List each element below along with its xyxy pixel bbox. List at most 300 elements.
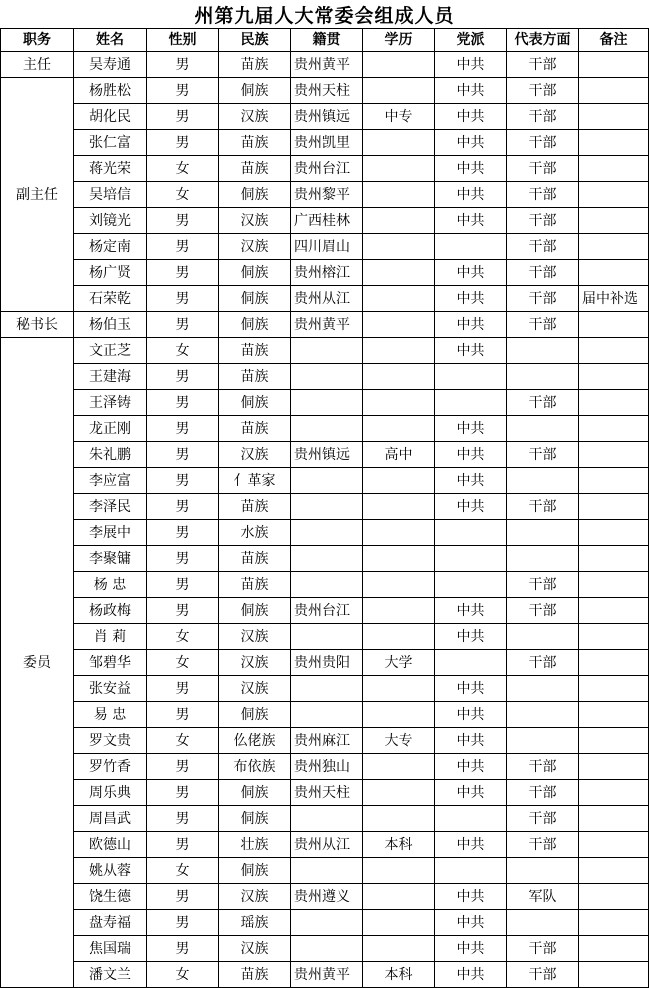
table-row (1, 312, 649, 338)
member-name: 文正芝 (74, 338, 147, 364)
member-origin: 贵州台江 (291, 598, 363, 624)
member-name: 胡化民 (74, 104, 147, 130)
member-education: 高中 (363, 442, 435, 468)
member-note (579, 754, 649, 780)
member-education (363, 208, 435, 234)
member-gender: 男 (147, 832, 219, 858)
member-party: 中共 (435, 728, 507, 754)
member-gender: 男 (147, 780, 219, 806)
member-gender: 男 (147, 598, 219, 624)
member-party (435, 520, 507, 546)
member-note (579, 78, 649, 104)
member-note (579, 52, 649, 78)
member-party: 中共 (435, 624, 507, 650)
member-party: 中共 (435, 208, 507, 234)
member-sector (507, 520, 579, 546)
member-ethnicity: 侗族 (219, 598, 291, 624)
member-ethnicity: 侗族 (219, 286, 291, 312)
member-ethnicity: 苗族 (219, 338, 291, 364)
member-party (435, 650, 507, 676)
member-name: 周乐典 (74, 780, 147, 806)
member-note (579, 546, 649, 572)
member-sector: 干部 (507, 754, 579, 780)
member-gender: 男 (147, 104, 219, 130)
member-ethnicity: 汉族 (219, 442, 291, 468)
member-name: 杨政梅 (74, 598, 147, 624)
member-sector: 干部 (507, 130, 579, 156)
table-row (1, 572, 649, 598)
members-table (0, 28, 649, 988)
member-note (579, 416, 649, 442)
member-sector (507, 910, 579, 936)
member-education (363, 494, 435, 520)
table-row (1, 624, 649, 650)
member-gender: 女 (147, 858, 219, 884)
member-origin (291, 806, 363, 832)
member-note (579, 156, 649, 182)
member-education: 本科 (363, 962, 435, 988)
member-gender: 男 (147, 78, 219, 104)
member-origin: 贵州麻江 (291, 728, 363, 754)
table-row (1, 858, 649, 884)
member-party (435, 390, 507, 416)
header-note: 备注 (579, 29, 649, 52)
member-name: 罗竹香 (74, 754, 147, 780)
member-ethnicity: 苗族 (219, 962, 291, 988)
member-education (363, 468, 435, 494)
table-row (1, 520, 649, 546)
member-party: 中共 (435, 312, 507, 338)
member-ethnicity: 侗族 (219, 858, 291, 884)
header-party: 党派 (435, 29, 507, 52)
member-education (363, 416, 435, 442)
member-party (435, 806, 507, 832)
member-name: 杨 忠 (74, 572, 147, 598)
member-origin (291, 910, 363, 936)
member-ethnicity: 汉族 (219, 650, 291, 676)
table-row (1, 390, 649, 416)
member-note (579, 624, 649, 650)
table-row (1, 806, 649, 832)
member-origin (291, 416, 363, 442)
member-education (363, 858, 435, 884)
member-gender: 男 (147, 130, 219, 156)
member-education (363, 260, 435, 286)
table-row (1, 780, 649, 806)
member-note (579, 130, 649, 156)
table-row (1, 156, 649, 182)
member-sector (507, 338, 579, 364)
member-origin (291, 520, 363, 546)
member-sector: 干部 (507, 286, 579, 312)
member-education (363, 806, 435, 832)
member-gender: 男 (147, 546, 219, 572)
member-party: 中共 (435, 676, 507, 702)
member-ethnicity: 侗族 (219, 78, 291, 104)
member-name: 吴培信 (74, 182, 147, 208)
member-note (579, 676, 649, 702)
member-sector: 军队 (507, 884, 579, 910)
member-note (579, 650, 649, 676)
member-education: 大专 (363, 728, 435, 754)
member-origin: 贵州凯里 (291, 130, 363, 156)
member-origin: 贵州天柱 (291, 780, 363, 806)
table-row (1, 494, 649, 520)
member-ethnicity: 侗族 (219, 806, 291, 832)
table-row (1, 182, 649, 208)
member-origin (291, 702, 363, 728)
member-sector: 干部 (507, 494, 579, 520)
member-ethnicity: 汉族 (219, 624, 291, 650)
table-row (1, 338, 649, 364)
member-sector: 干部 (507, 650, 579, 676)
member-sector: 干部 (507, 104, 579, 130)
member-ethnicity: 苗族 (219, 416, 291, 442)
position-cell: 主任 (1, 52, 74, 78)
member-name: 李应富 (74, 468, 147, 494)
member-origin: 贵州黄平 (291, 962, 363, 988)
header-sector: 代表方面 (507, 29, 579, 52)
member-gender: 男 (147, 260, 219, 286)
table-row (1, 728, 649, 754)
member-education (363, 702, 435, 728)
member-party: 中共 (435, 936, 507, 962)
member-note (579, 936, 649, 962)
member-origin: 广西桂林 (291, 208, 363, 234)
member-note (579, 494, 649, 520)
header-position: 职务 (1, 29, 74, 52)
member-name: 张安益 (74, 676, 147, 702)
member-education (363, 676, 435, 702)
member-sector (507, 468, 579, 494)
member-ethnicity: 汉族 (219, 676, 291, 702)
member-ethnicity: 苗族 (219, 364, 291, 390)
member-gender: 男 (147, 390, 219, 416)
table-row (1, 208, 649, 234)
member-gender: 女 (147, 962, 219, 988)
member-party (435, 858, 507, 884)
table-body (1, 52, 649, 988)
member-gender: 女 (147, 624, 219, 650)
member-note (579, 910, 649, 936)
member-origin: 贵州镇远 (291, 104, 363, 130)
member-ethnicity: 苗族 (219, 494, 291, 520)
member-party: 中共 (435, 754, 507, 780)
member-ethnicity: 侗族 (219, 780, 291, 806)
member-education (363, 52, 435, 78)
member-gender: 男 (147, 416, 219, 442)
member-name: 杨胜松 (74, 78, 147, 104)
member-education (363, 130, 435, 156)
table-row (1, 676, 649, 702)
member-party: 中共 (435, 286, 507, 312)
member-ethnicity: 瑶族 (219, 910, 291, 936)
member-sector (507, 858, 579, 884)
member-sector: 干部 (507, 182, 579, 208)
member-origin: 四川眉山 (291, 234, 363, 260)
member-party: 中共 (435, 78, 507, 104)
member-origin (291, 858, 363, 884)
member-note (579, 104, 649, 130)
member-name: 欧德山 (74, 832, 147, 858)
member-party: 中共 (435, 494, 507, 520)
member-note (579, 182, 649, 208)
member-origin: 贵州遵义 (291, 884, 363, 910)
member-origin (291, 494, 363, 520)
table-row (1, 910, 649, 936)
member-origin: 贵州黎平 (291, 182, 363, 208)
member-party: 中共 (435, 468, 507, 494)
member-sector (507, 416, 579, 442)
member-education (363, 182, 435, 208)
member-origin (291, 364, 363, 390)
table-row (1, 52, 649, 78)
member-origin (291, 546, 363, 572)
member-gender: 男 (147, 286, 219, 312)
member-origin: 贵州独山 (291, 754, 363, 780)
member-sector: 干部 (507, 78, 579, 104)
member-education (363, 286, 435, 312)
table-row (1, 234, 649, 260)
member-origin (291, 624, 363, 650)
member-gender: 男 (147, 208, 219, 234)
member-origin: 贵州黄平 (291, 52, 363, 78)
member-gender: 男 (147, 806, 219, 832)
table-row (1, 468, 649, 494)
member-party (435, 234, 507, 260)
member-sector: 干部 (507, 572, 579, 598)
member-origin (291, 468, 363, 494)
member-name: 易 忠 (74, 702, 147, 728)
member-education (363, 598, 435, 624)
member-note (579, 858, 649, 884)
member-party: 中共 (435, 780, 507, 806)
member-note (579, 832, 649, 858)
member-name: 朱礼鹏 (74, 442, 147, 468)
member-name: 姚从蓉 (74, 858, 147, 884)
header-origin: 籍贯 (291, 29, 363, 52)
member-origin (291, 572, 363, 598)
member-education (363, 338, 435, 364)
member-education (363, 884, 435, 910)
table-row (1, 650, 649, 676)
member-name: 刘镜光 (74, 208, 147, 234)
member-sector: 干部 (507, 390, 579, 416)
member-note (579, 572, 649, 598)
member-ethnicity: 仫佬族 (219, 728, 291, 754)
member-name: 吴寿通 (74, 52, 147, 78)
member-gender: 女 (147, 156, 219, 182)
member-education (363, 78, 435, 104)
member-ethnicity: 汉族 (219, 104, 291, 130)
member-name: 潘文兰 (74, 962, 147, 988)
member-ethnicity: 侗族 (219, 260, 291, 286)
member-sector (507, 624, 579, 650)
member-education (363, 234, 435, 260)
member-note (579, 780, 649, 806)
member-ethnicity: 苗族 (219, 156, 291, 182)
member-ethnicity: 汉族 (219, 234, 291, 260)
member-party (435, 364, 507, 390)
member-name: 饶生德 (74, 884, 147, 910)
member-origin: 贵州台江 (291, 156, 363, 182)
member-gender: 男 (147, 884, 219, 910)
member-name: 焦国瑞 (74, 936, 147, 962)
member-party: 中共 (435, 962, 507, 988)
member-gender: 女 (147, 650, 219, 676)
position-cell: 副主任 (1, 78, 74, 312)
member-note (579, 364, 649, 390)
table-row (1, 364, 649, 390)
member-name: 王泽铸 (74, 390, 147, 416)
member-party: 中共 (435, 910, 507, 936)
member-name: 邹碧华 (74, 650, 147, 676)
member-name: 盘寿福 (74, 910, 147, 936)
member-gender: 男 (147, 676, 219, 702)
member-ethnicity: 侗族 (219, 390, 291, 416)
member-sector: 干部 (507, 208, 579, 234)
member-origin (291, 338, 363, 364)
member-name: 李聚镛 (74, 546, 147, 572)
member-sector (507, 728, 579, 754)
member-party: 中共 (435, 598, 507, 624)
member-party: 中共 (435, 442, 507, 468)
member-party: 中共 (435, 156, 507, 182)
member-name: 龙正刚 (74, 416, 147, 442)
member-sector: 干部 (507, 234, 579, 260)
member-party: 中共 (435, 832, 507, 858)
member-gender: 男 (147, 468, 219, 494)
member-name: 杨定南 (74, 234, 147, 260)
member-gender: 男 (147, 364, 219, 390)
member-gender: 男 (147, 754, 219, 780)
member-note (579, 442, 649, 468)
position-cell: 秘书长 (1, 312, 74, 338)
member-name: 罗文贵 (74, 728, 147, 754)
member-origin (291, 390, 363, 416)
member-ethnicity: 亻革家 (219, 468, 291, 494)
member-gender: 女 (147, 338, 219, 364)
member-party: 中共 (435, 52, 507, 78)
member-gender: 男 (147, 702, 219, 728)
member-sector: 干部 (507, 442, 579, 468)
member-gender: 女 (147, 182, 219, 208)
member-education: 大学 (363, 650, 435, 676)
header-education: 学历 (363, 29, 435, 52)
table-row (1, 442, 649, 468)
member-sector: 干部 (507, 52, 579, 78)
member-sector: 干部 (507, 936, 579, 962)
member-sector: 干部 (507, 156, 579, 182)
member-note (579, 702, 649, 728)
member-party: 中共 (435, 702, 507, 728)
member-origin: 贵州榕江 (291, 260, 363, 286)
header-gender: 性别 (147, 29, 219, 52)
member-education (363, 780, 435, 806)
member-note (579, 884, 649, 910)
table-row (1, 962, 649, 988)
member-note (579, 338, 649, 364)
member-party: 中共 (435, 182, 507, 208)
member-origin (291, 676, 363, 702)
table-row (1, 416, 649, 442)
member-sector (507, 676, 579, 702)
member-education (363, 624, 435, 650)
member-name: 杨伯玉 (74, 312, 147, 338)
member-origin: 贵州从江 (291, 286, 363, 312)
member-gender: 男 (147, 910, 219, 936)
member-note (579, 390, 649, 416)
member-note (579, 208, 649, 234)
member-gender: 男 (147, 234, 219, 260)
member-note (579, 312, 649, 338)
member-note (579, 468, 649, 494)
member-education (363, 936, 435, 962)
member-sector: 干部 (507, 832, 579, 858)
member-sector: 干部 (507, 598, 579, 624)
member-party: 中共 (435, 884, 507, 910)
member-ethnicity: 汉族 (219, 884, 291, 910)
table-row (1, 702, 649, 728)
document-title: 州第九届人大常委会组成人员 (194, 4, 455, 27)
table-row (1, 832, 649, 858)
member-gender: 男 (147, 572, 219, 598)
member-education (363, 390, 435, 416)
member-party (435, 546, 507, 572)
member-party: 中共 (435, 104, 507, 130)
member-ethnicity: 苗族 (219, 130, 291, 156)
member-note (579, 234, 649, 260)
position-cell: 委员 (1, 338, 74, 988)
member-party: 中共 (435, 260, 507, 286)
member-ethnicity: 水族 (219, 520, 291, 546)
member-note: 届中补选 (579, 286, 649, 312)
member-note (579, 728, 649, 754)
member-education (363, 572, 435, 598)
member-origin: 贵州黄平 (291, 312, 363, 338)
member-ethnicity: 侗族 (219, 182, 291, 208)
member-origin: 贵州从江 (291, 832, 363, 858)
table-row (1, 546, 649, 572)
member-education (363, 754, 435, 780)
member-note (579, 598, 649, 624)
member-sector (507, 364, 579, 390)
member-ethnicity: 侗族 (219, 312, 291, 338)
member-party: 中共 (435, 338, 507, 364)
member-gender: 男 (147, 494, 219, 520)
member-education: 中专 (363, 104, 435, 130)
member-gender: 男 (147, 442, 219, 468)
member-ethnicity: 汉族 (219, 208, 291, 234)
member-sector: 干部 (507, 962, 579, 988)
member-sector (507, 702, 579, 728)
member-note (579, 260, 649, 286)
member-sector: 干部 (507, 780, 579, 806)
table-row (1, 598, 649, 624)
table-row (1, 286, 649, 312)
member-note (579, 962, 649, 988)
member-ethnicity: 壮族 (219, 832, 291, 858)
member-education (363, 546, 435, 572)
member-gender: 男 (147, 520, 219, 546)
member-sector: 干部 (507, 260, 579, 286)
member-gender: 女 (147, 728, 219, 754)
table-row (1, 884, 649, 910)
member-sector (507, 546, 579, 572)
member-sector: 干部 (507, 312, 579, 338)
member-name: 杨广贤 (74, 260, 147, 286)
member-ethnicity: 侗族 (219, 702, 291, 728)
